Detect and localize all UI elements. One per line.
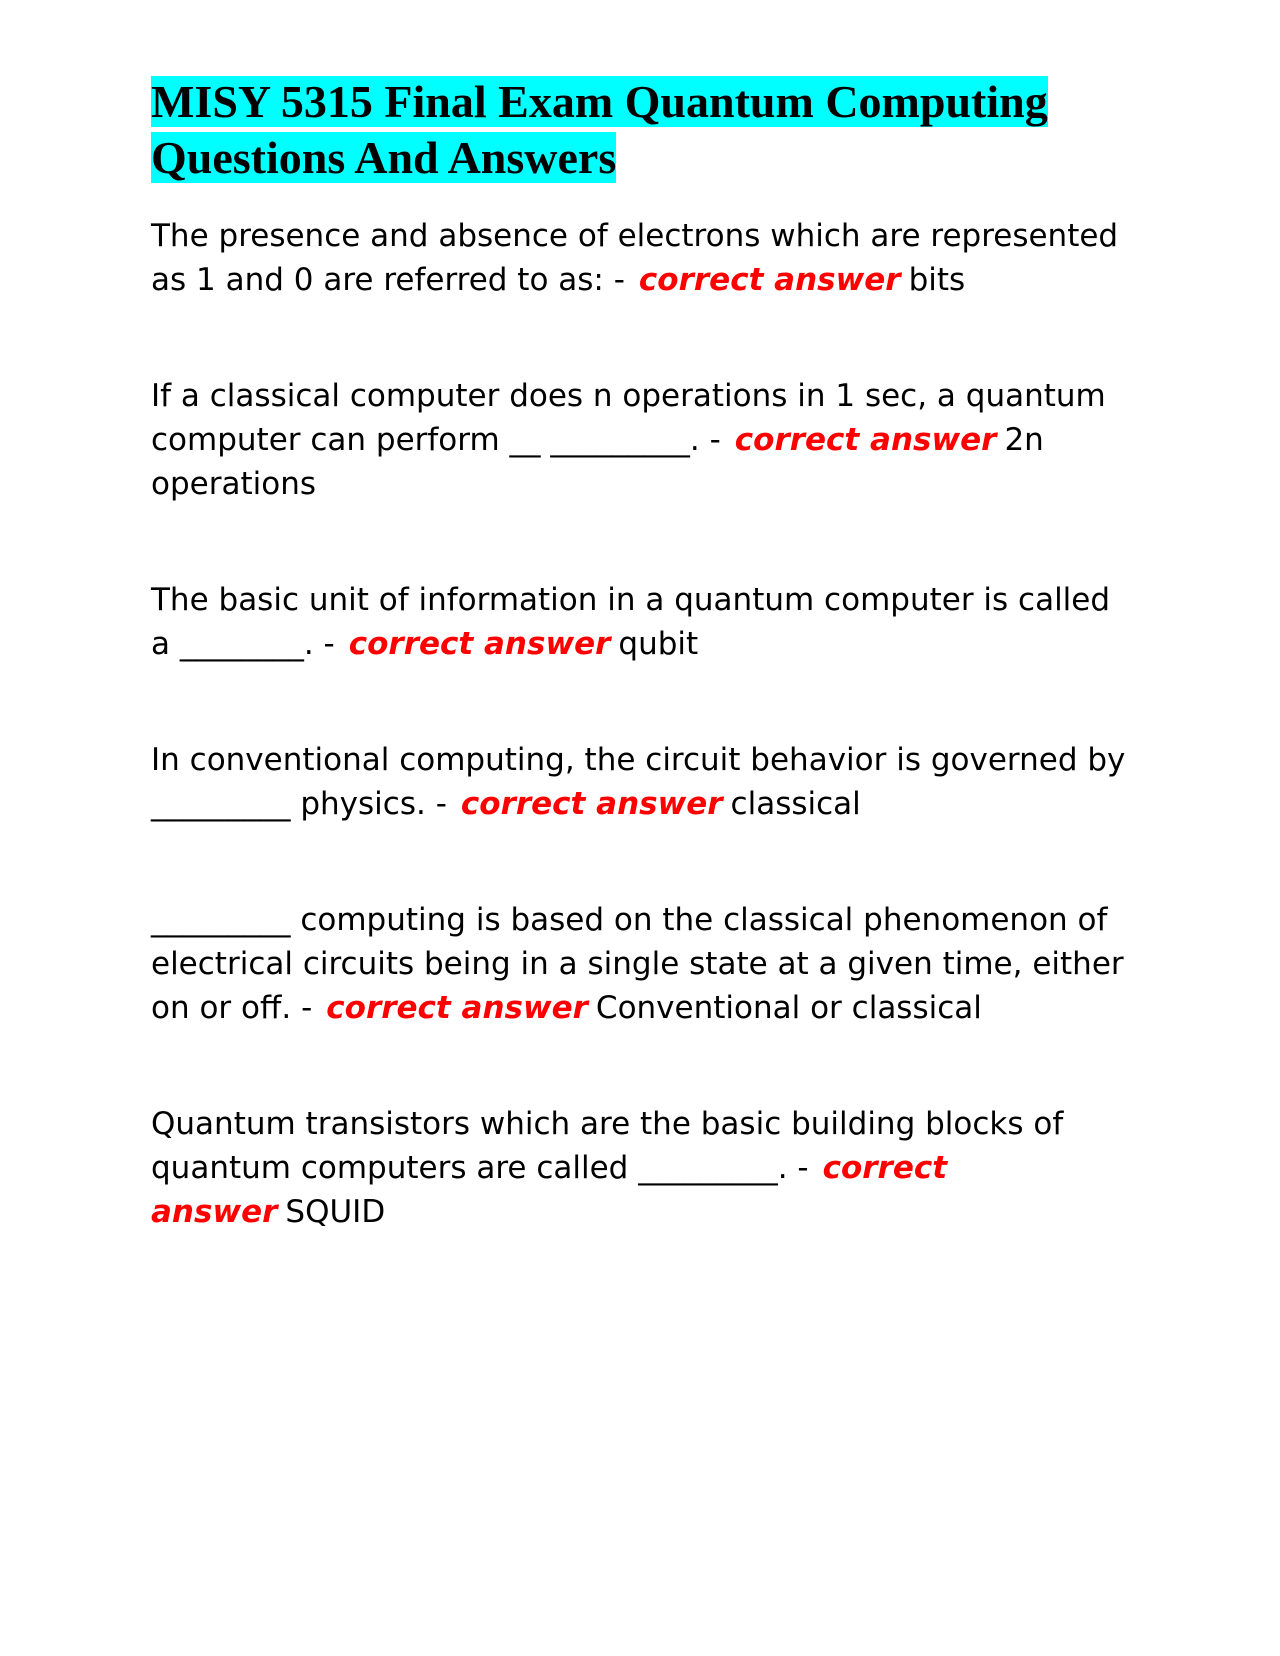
question-text: The presence and absence of electrons which are represented as 1 and 0 are referred to as: - (151, 218, 1119, 298)
correct-answer-label: correct answer (638, 262, 901, 298)
qa-item-3 (151, 578, 1136, 666)
correct-answer-label: correct answer (151, 1150, 948, 1230)
document-title (151, 74, 1136, 186)
correct-answer-label: correct answer (460, 786, 723, 822)
question-text: In conventional computing, the circuit behavior is governed by _________ physics. - (151, 742, 1126, 822)
title-highlight: MISY 5315 Final Exam Quantum Computing Questions And Answers (151, 76, 1048, 183)
correct-answer-label: correct answer (734, 422, 997, 458)
qa-item-2 (151, 374, 1136, 506)
answer-text: Conventional or classical (595, 990, 982, 1026)
answer-text: SQUID (285, 1194, 386, 1230)
qa-item-4 (151, 738, 1136, 826)
answer-text: 2n operations (151, 422, 1044, 502)
qa-item-5 (151, 898, 1136, 1030)
question-text: _________ computing is based on the classical phenomenon of electrical circuits being in a single state at a given time, either on or off. - (151, 902, 1124, 1026)
question-text: The basic unit of information in a quantum computer is called a ________. - (151, 582, 1111, 662)
question-text: Quantum transistors which are the basic building blocks of quantum computers are called _________. - (151, 1106, 1064, 1186)
question-text: If a classical computer does n operations in 1 sec, a quantum computer can perform __ _________. - (151, 378, 1106, 458)
qa-item-1 (151, 214, 1136, 302)
correct-answer-label: correct answer (348, 626, 611, 662)
answer-text: qubit (618, 626, 699, 662)
qa-item-6 (151, 1102, 1136, 1234)
document-content (151, 74, 1136, 1234)
correct-answer-label: correct answer (326, 990, 588, 1026)
answer-text: classical (730, 786, 861, 822)
answer-text: bits (908, 262, 966, 298)
